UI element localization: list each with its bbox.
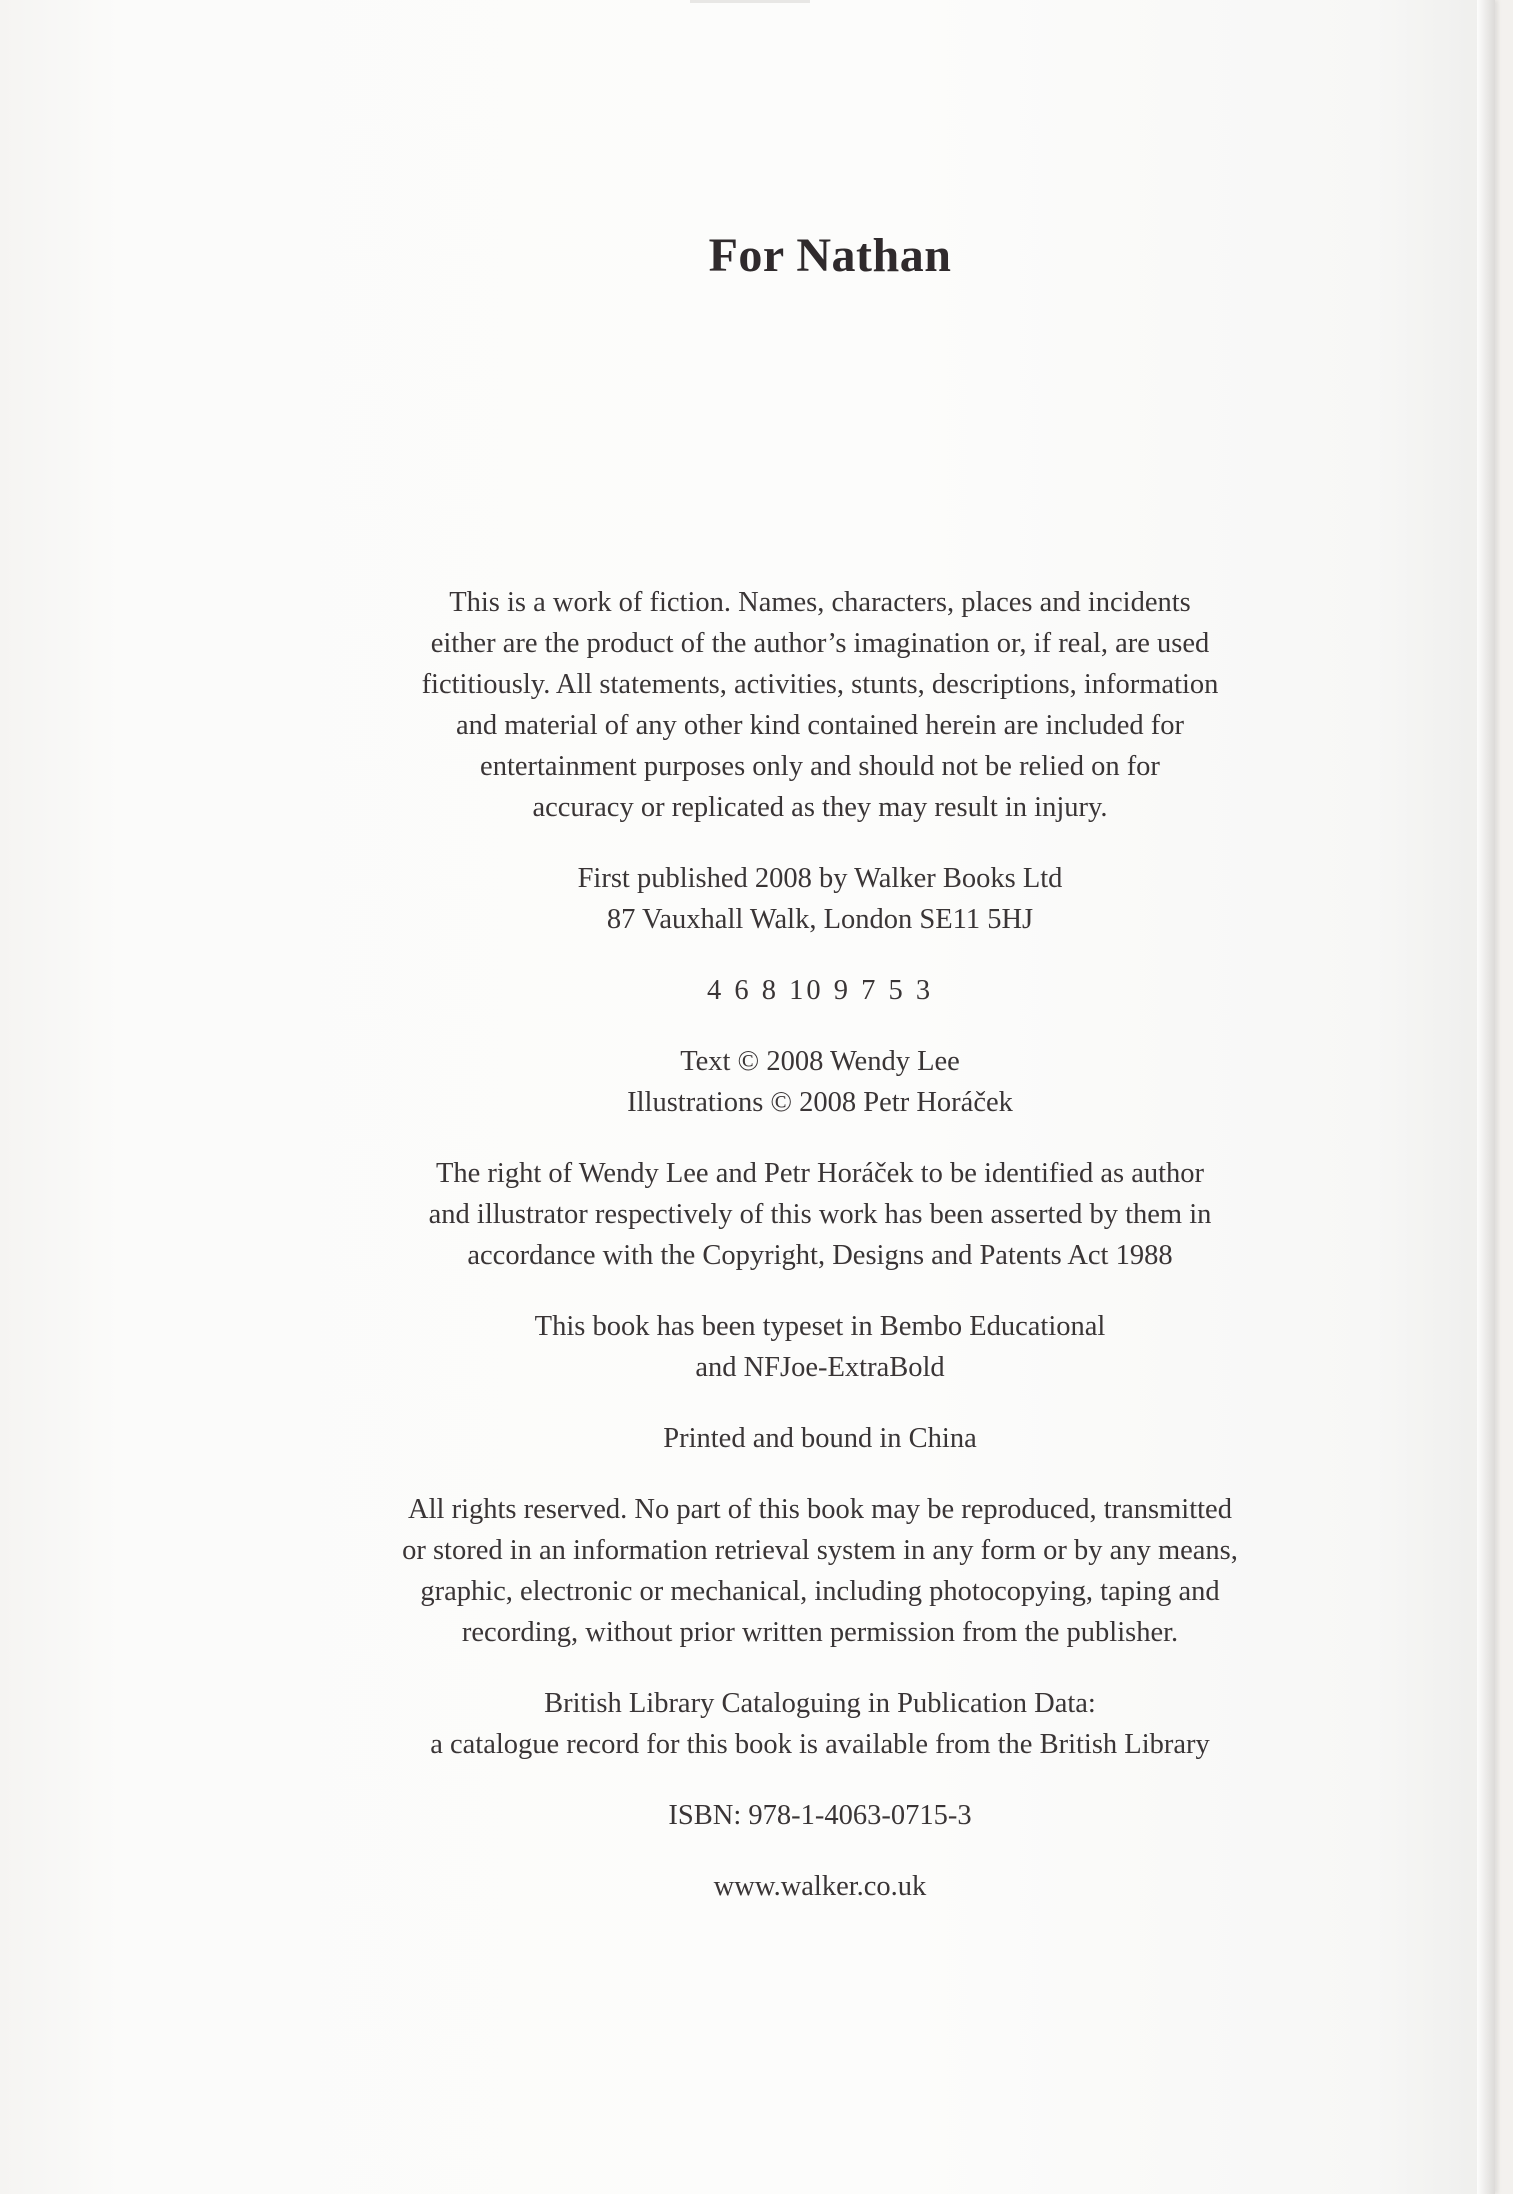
typeset-notice <box>300 1306 1340 1388</box>
isbn: ISBN: 978-1-4063-0715-3 <box>668 1800 972 1831</box>
publisher-address: 87 Vauxhall Walk, London SE11 5HJ <box>606 904 1034 935</box>
disclaimer-line: fictitiously. All statements, activities, stunts, descriptions, information <box>421 669 1219 700</box>
cataloguing-line: British Library Cataloguing in Publication Data: <box>544 1688 1096 1719</box>
page-scan-mark <box>690 0 810 3</box>
publisher-line: First published 2008 by Walker Books Ltd <box>577 863 1063 894</box>
printed-line: Printed and bound in China <box>663 1423 977 1454</box>
moral-rights-line: accordance with the Copyright, Designs and Patents Act 1988 <box>467 1240 1173 1271</box>
disclaimer-line: accuracy or replicated as they may result in injury. <box>532 792 1108 823</box>
dedication-heading: For Nathan <box>708 229 952 282</box>
fiction-disclaimer <box>300 582 1340 828</box>
publisher-website: www.walker.co.uk <box>713 1871 927 1902</box>
printing-numbers: 4 6 8 10 9 7 5 3 <box>706 975 934 1006</box>
disclaimer-line: either are the product of the author’s imagination or, if real, are used <box>430 628 1210 659</box>
illustrations-copyright: Illustrations © 2008 Petr Horáček <box>627 1087 1013 1118</box>
moral-rights-line: The right of Wendy Lee and Petr Horáček to be identified as author <box>436 1158 1204 1189</box>
copyright-notice <box>300 1041 1340 1123</box>
text-copyright: Text © 2008 Wendy Lee <box>680 1046 960 1077</box>
page-edge <box>1477 0 1495 2194</box>
copyright-page-text <box>300 582 1340 1937</box>
disclaimer-line: This is a work of fiction. Names, characters, places and incidents <box>449 587 1191 618</box>
printed-notice <box>300 1418 1340 1459</box>
publication-info <box>300 858 1340 940</box>
rights-line: recording, without prior written permission from the publisher. <box>461 1617 1179 1648</box>
rights-line: graphic, electronic or mechanical, including photocopying, taping and <box>420 1576 1220 1607</box>
typeset-line: This book has been typeset in Bembo Educational <box>534 1311 1106 1342</box>
cataloguing-line: a catalogue record for this book is available from the British Library <box>430 1729 1210 1760</box>
disclaimer-line: and material of any other kind contained herein are included for <box>455 710 1185 741</box>
rights-line: or stored in an information retrieval system in any form or by any means, <box>402 1535 1238 1566</box>
typeset-line: and NFJoe-ExtraBold <box>695 1352 945 1383</box>
disclaimer-line: entertainment purposes only and should not be relied on for <box>480 751 1160 782</box>
rights-line: All rights reserved. No part of this book may be reproduced, transmitted <box>408 1494 1232 1525</box>
isbn-block <box>300 1795 1340 1836</box>
moral-rights-notice <box>300 1153 1340 1276</box>
printing-line <box>300 970 1340 1011</box>
website-block <box>300 1866 1340 1907</box>
rights-reserved-notice <box>300 1489 1340 1653</box>
moral-rights-line: and illustrator respectively of this work has been asserted by them in <box>428 1199 1212 1230</box>
cataloguing-notice <box>300 1683 1340 1765</box>
